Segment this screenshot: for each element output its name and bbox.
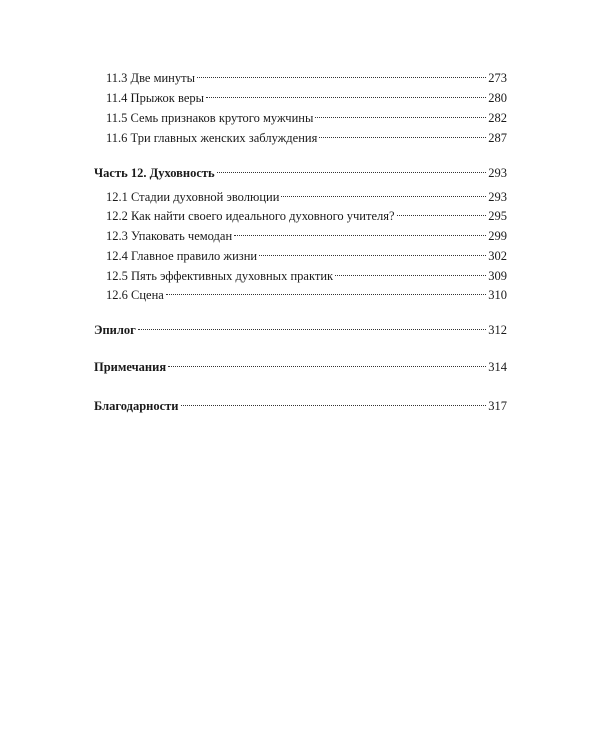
toc-entry-11-6	[106, 128, 507, 148]
toc-entry-11-5	[106, 108, 507, 128]
entry-title: 12.5 Пять эффективных духовных практик	[106, 269, 334, 283]
toc-entry-12-3	[106, 226, 507, 246]
toc-entry-12-5	[106, 266, 507, 286]
entry-title: 12.1 Стадии духовной эволюции	[106, 190, 280, 204]
entry-title: 11.5 Семь признаков крутого мужчины	[106, 111, 314, 125]
entry-page: 302	[488, 249, 507, 263]
dot-leader	[397, 215, 487, 216]
toc-entry-12-4	[106, 246, 507, 266]
entry-title: Часть 12. Духовность	[94, 166, 215, 180]
entry-title: Благодарности	[94, 399, 179, 413]
dot-leader	[281, 196, 486, 197]
entry-title: 11.6 Три главных женских заблуждения	[106, 131, 318, 145]
entry-page: 314	[488, 360, 507, 374]
dot-leader	[335, 275, 486, 276]
dot-leader	[234, 235, 486, 236]
toc-entry-12-1	[106, 187, 507, 207]
entry-page: 299	[488, 229, 507, 243]
entry-page: 310	[488, 288, 507, 302]
entry-title: 11.3 Две минуты	[106, 71, 195, 85]
entry-page: 317	[488, 399, 507, 413]
entry-title: Примечания	[94, 360, 167, 374]
dot-leader	[315, 117, 486, 118]
entry-page: 293	[488, 166, 507, 180]
dot-leader	[138, 329, 486, 330]
dot-leader	[217, 172, 487, 173]
entry-page: 295	[488, 209, 507, 223]
entry-page: 293	[488, 190, 507, 204]
entry-title: 12.3 Упаковать чемодан	[106, 229, 233, 243]
dot-leader	[206, 97, 486, 98]
entry-page: 312	[488, 323, 507, 337]
entry-page: 282	[488, 111, 507, 125]
entry-title: 12.6 Сцена	[106, 288, 164, 302]
toc-entry-notes	[94, 357, 507, 377]
dot-leader	[181, 405, 487, 406]
dot-leader	[197, 77, 486, 78]
entry-title: 11.4 Прыжок веры	[106, 91, 205, 105]
toc-entry-12-2	[106, 206, 507, 226]
entry-page: 309	[488, 269, 507, 283]
dot-leader	[319, 137, 486, 138]
entry-page: 287	[488, 131, 507, 145]
entry-title: 12.2 Как найти своего идеального духовного учителя?	[106, 209, 395, 223]
entry-page: 280	[488, 91, 507, 105]
entry-page: 273	[488, 71, 507, 85]
toc-entry-11-4	[106, 88, 507, 108]
toc-entry-epilogue	[94, 320, 507, 340]
toc-entry-12-6	[106, 285, 507, 305]
dot-leader	[259, 255, 486, 256]
toc-entry-11-3	[106, 68, 507, 88]
toc-entry-part-12	[94, 163, 507, 183]
entry-title: 12.4 Главное правило жизни	[106, 249, 258, 263]
dot-leader	[166, 294, 486, 295]
dot-leader	[168, 366, 486, 367]
entry-title: Эпилог	[94, 323, 136, 337]
toc-entry-thanks	[94, 396, 507, 416]
